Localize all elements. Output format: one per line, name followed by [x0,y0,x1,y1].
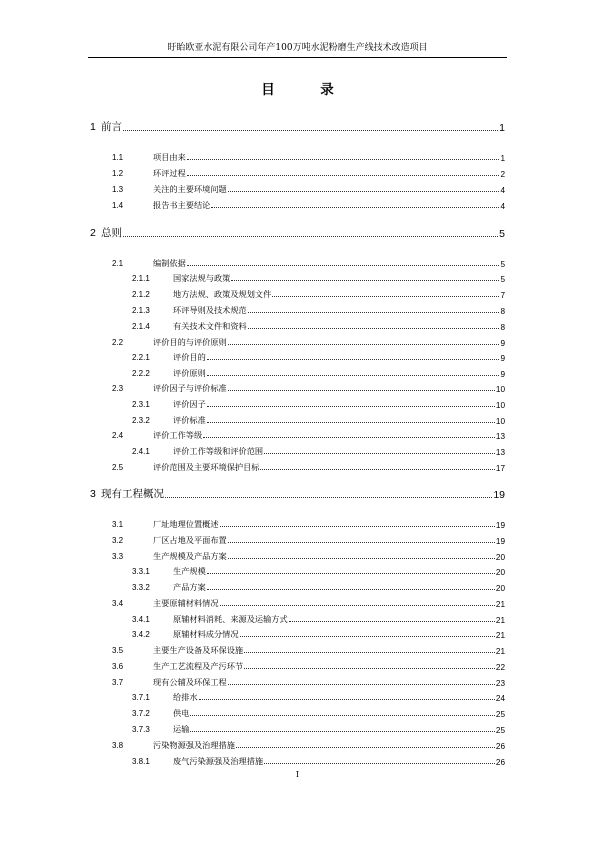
toc-entry-label: 环评过程 [153,168,186,178]
toc-dot-leader [248,328,500,329]
toc-entry-level3[interactable] [132,721,505,735]
toc-entry-number: 1.1 [112,153,124,162]
toc-dot-leader [207,422,495,423]
toc-entry-page: 21 [495,600,505,609]
toc-dot-leader [123,130,498,131]
toc-entry-page: 5 [500,275,505,284]
toc-entry-page: 4 [500,186,505,195]
toc-dot-leader [244,668,495,669]
toc-entry-label: 评价目的 [173,352,206,362]
toc-dot-leader [187,265,500,266]
toc-entry-page: 24 [495,694,505,703]
toc-dot-leader [190,715,495,716]
toc-entry-number: 2.5 [112,463,124,472]
toc-entry-label: 评价目的与评价原则 [153,337,227,347]
toc-entry-number: 3.7.2 [132,709,150,718]
page-number: I [295,770,300,779]
toc-dot-leader [240,636,495,637]
toc-dot-leader [165,497,492,498]
toc-entry-number: 2.1.3 [132,306,150,315]
toc-entry-label: 厂区占地及平面布置 [153,535,227,545]
toc-entry-page: 4 [500,202,505,211]
toc-entry-number: 3.7.1 [132,693,150,702]
toc-dot-leader [228,390,495,391]
toc-dot-leader [211,207,499,208]
toc-entry-number: 2.3 [112,384,124,393]
toc-entry-level3[interactable] [132,286,505,300]
toc-entry-page: 1 [500,154,505,163]
toc-entry-number: 3.4 [112,599,124,608]
toc-entry-level2[interactable] [112,380,505,394]
toc-dot-leader [228,558,495,559]
toc-entry-page: 5 [500,260,505,269]
toc-entry-number: 3.4.2 [132,630,150,639]
toc-entry-level3[interactable] [132,365,505,379]
toc-entry-page: 20 [495,584,505,593]
toc-entry-label: 现有公辅及环保工程 [153,677,227,687]
toc-entry-label: 环评导则及技术规范 [173,305,247,315]
toc-entry-level1[interactable] [90,120,505,134]
toc-entry-level2[interactable] [112,165,505,179]
toc-entry-label: 废气污染源强及治理措施 [173,756,264,766]
toc-entry-page: 21 [495,631,505,640]
toc-entry-number: 3.3.1 [132,567,150,576]
toc-entry-label: 前言 [101,121,122,133]
toc-entry-level2[interactable] [112,737,505,751]
toc-entry-level3[interactable] [132,611,505,625]
toc-entry-number: 3.5 [112,646,124,655]
toc-entry-level2[interactable] [112,642,505,656]
toc-entry-label: 污染物源强及治理措施 [153,740,235,750]
toc-entry-page: 25 [495,710,505,719]
toc-dot-leader [244,652,495,653]
toc-entry-label: 现有工程概况 [101,488,164,500]
toc-entry-page: 8 [500,323,505,332]
toc-dot-leader [264,763,495,764]
toc-entry-page: 21 [495,647,505,656]
toc-dot-leader [264,453,495,454]
toc-entry-page: 20 [495,553,505,562]
toc-entry-number: 2.1.2 [132,290,150,299]
toc-entry-label: 评价因子与评价标准 [153,383,227,393]
toc-dot-leader [236,747,495,748]
toc-dot-leader [272,296,499,297]
toc-entry-page: 26 [495,758,505,767]
toc-entry-number: 2.3.2 [132,416,150,425]
toc-entry-page: 13 [495,448,505,457]
toc-entry-level3[interactable] [132,396,505,410]
toc-entry-number: 3.3 [112,552,124,561]
toc-dot-leader [199,699,495,700]
toc-entry-page: 2 [500,170,505,179]
toc-entry-level3[interactable] [132,579,505,593]
toc-entry-number: 3.6 [112,662,124,671]
toc-entry-level2[interactable] [112,595,505,609]
toc-entry-level3[interactable] [132,705,505,719]
toc-entry-page: 19 [493,489,505,501]
toc-entry-level3[interactable] [132,302,505,316]
toc-dot-leader [203,437,495,438]
toc-entry-number: 1.2 [112,169,124,178]
toc-entry-number: 3.3.2 [132,583,150,592]
toc-entry-page: 22 [495,663,505,672]
toc-entry-number: 2.2 [112,338,124,347]
toc-entry-number: 3.7 [112,678,124,687]
toc-entry-page: 19 [495,537,505,546]
toc-entry-label: 有关技术文件和资料 [173,321,247,331]
toc-entry-label: 运输 [173,724,190,734]
toc-entry-level3[interactable] [132,412,505,426]
toc-entry-page: 10 [495,401,505,410]
toc-entry-number: 2.1 [112,259,124,268]
toc-entry-number: 3.8.1 [132,757,150,766]
toc-entry-level3[interactable] [132,270,505,284]
toc-entry-label: 主要原辅材料情况 [153,598,219,608]
toc-entry-level2[interactable] [112,674,505,688]
toc-entry-label: 国家法规与政策 [173,273,231,283]
toc-entry-page: 9 [500,370,505,379]
toc-entry-number: 2.2.2 [132,369,150,378]
toc-entry-label: 关注的主要环境问题 [153,184,227,194]
toc-entry-page: 10 [495,417,505,426]
toc-entry-number: 2.3.1 [132,400,150,409]
toc-entry-number: 2.4.1 [132,447,150,456]
toc-entry-label: 评价标准 [173,415,206,425]
toc-entry-page: 13 [495,432,505,441]
toc-entry-level3[interactable] [132,349,505,363]
page-title: 目 录 [261,82,350,98]
toc-entry-level2[interactable] [112,658,505,672]
toc-dot-leader [248,312,500,313]
toc-entry-number: 1.3 [112,185,124,194]
toc-dot-leader [289,621,495,622]
toc-entry-number: 3.1 [112,520,124,529]
toc-entry-page: 7 [500,291,505,300]
toc-dot-leader [228,542,495,543]
toc-entry-page: 23 [495,679,505,688]
toc-entry-level3[interactable] [132,318,505,332]
toc-entry-number: 2.2.1 [132,353,150,362]
toc-dot-leader [207,589,495,590]
toc-entry-label: 供电 [173,708,190,718]
toc-dot-leader [123,236,498,237]
toc-entry-level2[interactable] [112,516,505,530]
toc-entry-page: 8 [500,307,505,316]
toc-entry-label: 评价因子 [173,399,206,409]
toc-entry-level1[interactable] [90,226,505,240]
toc-entry-level2[interactable] [112,149,505,163]
toc-dot-leader [228,191,500,192]
toc-entry-label: 编制依据 [153,258,186,268]
toc-dot-leader [220,526,495,527]
toc-entry-number: 3 [90,488,96,500]
toc-dot-leader [220,605,495,606]
toc-entry-level2[interactable] [112,459,505,473]
toc-entry-number: 2.1.1 [132,274,150,283]
toc-entry-page: 17 [495,464,505,473]
toc-entry-number: 3.7.3 [132,725,150,734]
toc-entry-level2[interactable] [112,427,505,441]
toc-entry-number: 1 [90,121,96,133]
toc-entry-page: 25 [495,726,505,735]
toc-entry-label: 给排水 [173,692,198,702]
toc-entry-level2[interactable] [112,532,505,546]
toc-entry-page: 5 [499,228,505,240]
toc-entry-label: 原辅材料成分情况 [173,629,239,639]
running-header: 盱眙欧亚水泥有限公司年产100万吨水泥粉磨生产线技术改造项目 [167,43,428,53]
toc-entry-page: 20 [495,568,505,577]
toc-entry-label: 项目由来 [153,152,186,162]
toc-dot-leader [228,344,500,345]
toc-entry-label: 主要生产设备及环保设施 [153,645,244,655]
toc-entry-number: 2.4 [112,431,124,440]
toc-entry-level3[interactable] [132,753,505,767]
toc-entry-label: 生产工艺流程及产污环节 [153,661,244,671]
toc-dot-leader [207,406,495,407]
toc-entry-number: 3.2 [112,536,124,545]
toc-entry-number: 3.8 [112,741,124,750]
toc-entry-label: 评价工作等级和评价范围 [173,446,264,456]
toc-entry-level2[interactable] [112,548,505,562]
toc-entry-level2[interactable] [112,334,505,348]
toc-entry-label: 地方法规、政策及规划文件 [173,289,272,299]
toc-entry-level2[interactable] [112,255,505,269]
toc-entry-label: 评价范围及主要环境保护目标 [153,462,260,472]
toc-entry-label: 厂址地理位置概述 [153,519,219,529]
toc-dot-leader [187,159,500,160]
toc-entry-label: 总则 [101,227,122,239]
toc-entry-level1[interactable] [90,487,505,501]
toc-entry-label: 产品方案 [173,582,206,592]
toc-entry-page: 21 [495,616,505,625]
toc-dot-leader [260,469,494,470]
toc-entry-label: 评价原则 [173,368,206,378]
toc-entry-page: 9 [500,339,505,348]
toc-entry-label: 报告书主要结论 [153,200,211,210]
toc-entry-label: 原辅材料消耗、来源及运输方式 [173,614,288,624]
toc-entry-label: 评价工作等级 [153,430,203,440]
toc-entry-page: 19 [495,521,505,530]
toc-dot-leader [231,280,499,281]
toc-dot-leader [187,175,500,176]
toc-entry-label: 生产规模 [173,566,206,576]
toc-entry-level2[interactable] [112,181,505,195]
toc-entry-page: 9 [500,354,505,363]
toc-entry-level3[interactable] [132,443,505,457]
toc-entry-page: 1 [499,122,505,134]
toc-entry-page: 26 [495,742,505,751]
toc-dot-leader [207,573,495,574]
toc-dot-leader [228,684,495,685]
toc-dot-leader [207,375,500,376]
toc-entry-level2[interactable] [112,197,505,211]
toc-entry-label: 生产规模及产品方案 [153,551,227,561]
toc-dot-leader [190,731,495,732]
toc-entry-level3[interactable] [132,689,505,703]
toc-dot-leader [207,359,500,360]
toc-entry-page: 10 [495,385,505,394]
toc-entry-level3[interactable] [132,563,505,577]
toc-entry-number: 3.4.1 [132,615,150,624]
toc-entry-number: 2.1.4 [132,322,150,331]
toc-entry-number: 2 [90,227,96,239]
toc-entry-level3[interactable] [132,626,505,640]
toc-entry-number: 1.4 [112,201,124,210]
